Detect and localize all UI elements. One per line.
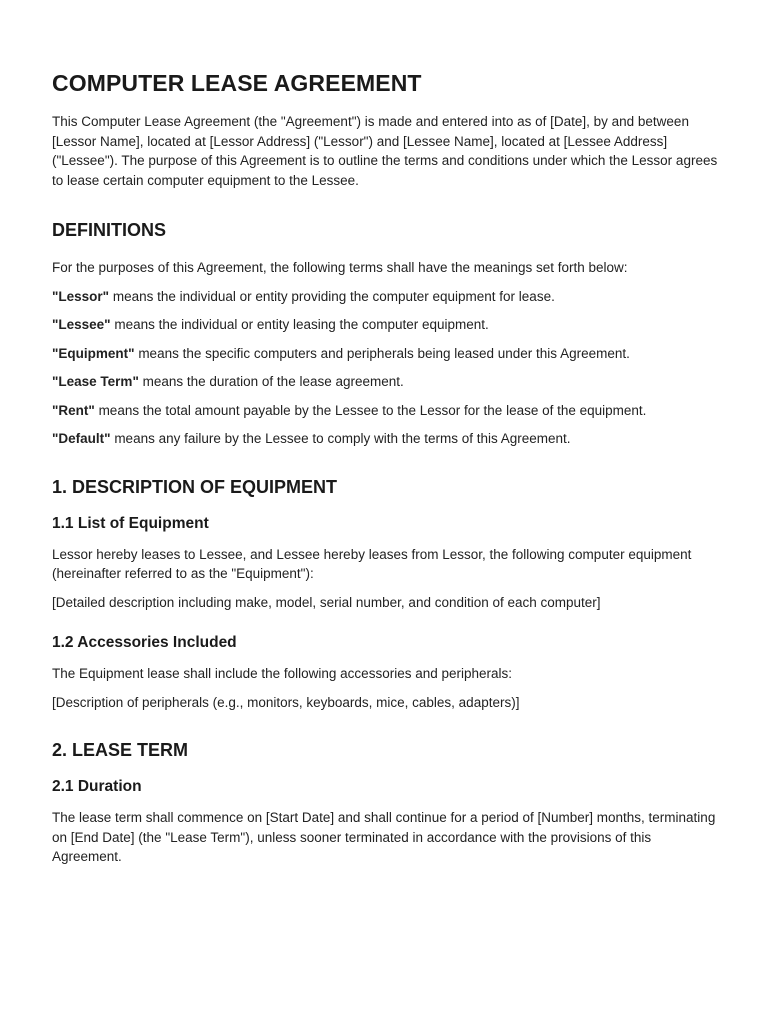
section-1-1-heading: 1.1 List of Equipment	[52, 514, 209, 532]
section-1-heading: 1. DESCRIPTION OF EQUIPMENT	[52, 476, 338, 497]
definition-term: "Rent"	[52, 402, 95, 418]
definition-item	[52, 287, 718, 307]
definition-term: "Lessee"	[52, 317, 111, 332]
section-1-2-placeholder: [Description of peripherals (e.g., monitors, keyboards, mice, cables, adapters)]	[52, 694, 520, 710]
definition-text: means any failure by the Lessee to comply with the terms of this Agreement.	[110, 431, 571, 446]
definition-text: means the individual or entity providing the computer equipment for lease.	[109, 288, 555, 304]
section-2-1-paragraph: The lease term shall commence on [Start Date] and shall continue for a period of [Number] months, terminating on [End Date] (the "Lease Term"), unless sooner terminated in accordance with the provisions of this Agreement.	[52, 810, 716, 864]
definition-text: means the individual or entity leasing the computer equipment.	[110, 317, 489, 332]
definition-term: "Equipment"	[52, 345, 135, 361]
definition-item	[52, 401, 718, 421]
definition-item	[52, 429, 718, 449]
document-title: COMPUTER LEASE AGREEMENT	[52, 70, 422, 96]
definition-term: "Lessor"	[52, 288, 110, 304]
definition-term: "Default"	[52, 431, 111, 446]
section-1-1-placeholder: [Detailed description including make, model, serial number, and condition of each computer]	[52, 594, 601, 610]
section-1-2-heading: 1.2 Accessories Included	[52, 634, 237, 651]
definition-text: means the specific computers and peripherals being leased under this Agreement.	[134, 345, 630, 361]
intro-paragraph: This Computer Lease Agreement (the "Agreement") is made and entered into as of [Date], by and between [Lessor Name], located at [Lessor Address] ("Lessor") and [Lessee Name], located at [Lessee Address] ("Lessee"). The purpose of this Agreement is to outline the terms and conditions under which the Lessor agrees to lease certain computer equipment to the Lessee.	[52, 114, 718, 188]
definition-text: means the total amount payable by the Lessee to the Lessor for the lease of the equipment.	[94, 402, 647, 418]
definitions-lead: For the purposes of this Agreement, the following terms shall have the meanings set forth below:	[52, 260, 628, 275]
section-2-1-heading: 2.1 Duration	[52, 778, 142, 795]
definition-item	[52, 372, 718, 392]
section-1-2-paragraph: The Equipment lease shall include the following accessories and peripherals:	[52, 666, 513, 681]
definition-term: "Lease Term"	[52, 374, 139, 389]
section-1-1-paragraph: Lessor hereby leases to Lessee, and Lessee hereby leases from Lessor, the following computer equipment (hereinafter referred to as the "Equipment"):	[52, 546, 692, 581]
definitions-heading: DEFINITIONS	[52, 220, 167, 240]
definition-item	[52, 344, 718, 364]
definition-text: means the duration of the lease agreement.	[138, 374, 404, 389]
section-2-heading: 2. LEASE TERM	[52, 740, 189, 760]
definition-item	[52, 315, 718, 335]
